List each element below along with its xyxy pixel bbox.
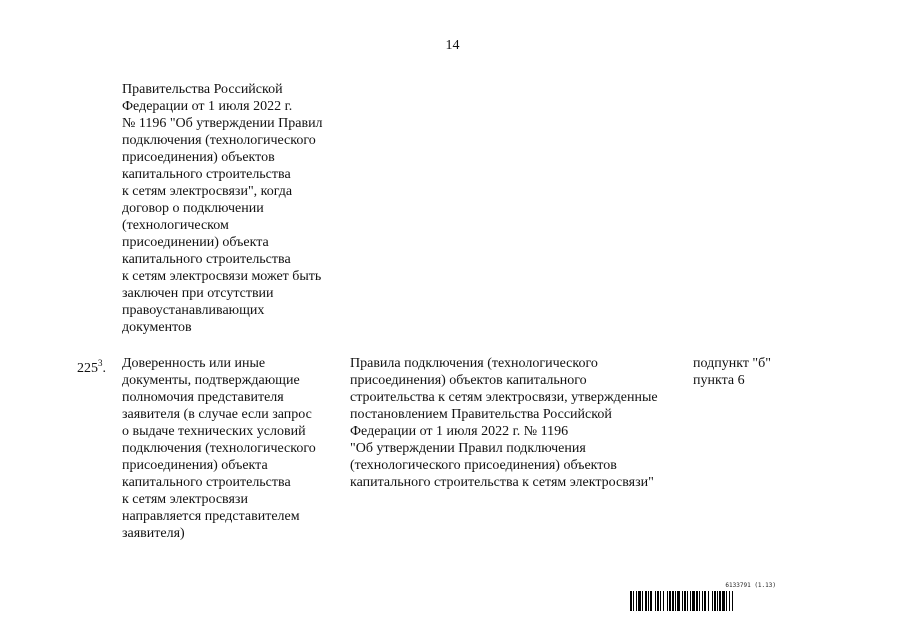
barcode-bar xyxy=(722,591,725,611)
barcode-bar xyxy=(663,591,664,611)
barcode-bar xyxy=(630,591,632,611)
barcode-bar xyxy=(729,591,730,611)
page-number: 14 xyxy=(445,38,460,53)
barcode-bar xyxy=(690,591,691,611)
barcode-bar xyxy=(702,591,703,611)
barcode-bar xyxy=(719,591,721,611)
row-number xyxy=(77,355,106,377)
barcode-bar xyxy=(650,591,652,611)
row-number-main: 225 xyxy=(77,361,98,376)
barcode-bar xyxy=(667,591,668,611)
barcode-bar xyxy=(672,591,674,611)
barcode-bar xyxy=(669,591,671,611)
barcode-caption: 6133791 (1.13) xyxy=(725,582,776,589)
barcode-bar xyxy=(642,591,643,611)
row-number-suffix: . xyxy=(102,361,106,376)
barcode-bar xyxy=(708,591,709,611)
barcode-bar xyxy=(726,591,727,611)
barcode-bar xyxy=(675,591,676,611)
barcode-bar xyxy=(712,591,713,611)
barcode-bar xyxy=(677,591,680,611)
barcode-bar xyxy=(687,591,688,611)
barcode-bar xyxy=(636,591,637,611)
barcode-bar xyxy=(645,591,647,611)
barcode-bar xyxy=(714,591,716,611)
barcode-bar xyxy=(638,591,641,611)
row-act-cell: Правила подключения (технологического присоединения) объектов капитального строительства к сетям электросвязи, утвержденные постановлением Правительства Российской Федерации от 1 июля 2022 г. № 1196 "Об утверждении Правил подключения (технологического присоединения) объектов капитального строительства к сетям электросвязи" xyxy=(350,356,658,490)
barcode-bar xyxy=(682,591,683,611)
row-number-superscript: 3 xyxy=(98,358,103,368)
barcode-bar xyxy=(648,591,649,611)
barcode-image xyxy=(630,591,780,611)
barcode-bar xyxy=(684,591,686,611)
barcode-bar xyxy=(633,591,634,611)
continuation-document-text: Правительства Российской Федерации от 1 июля 2022 г. № 1196 "Об утверждении Правил подключения (технологического присоединения) объектов капитального строительства к сетям электросвязи", когда договор о подключении (технологическом присоединении) объекта капитального строительства к сетям электросвязи может быть заключен при отсутствии правоустанавливающих документов xyxy=(122,82,323,335)
barcode-bar xyxy=(704,591,706,611)
barcode-bar xyxy=(732,591,733,611)
barcode-bar xyxy=(717,591,718,611)
row-clause-cell: подпункт "б" пункта 6 xyxy=(693,356,771,388)
barcode-bar xyxy=(699,591,700,611)
barcode-bar xyxy=(696,591,698,611)
barcode-bar xyxy=(655,591,656,611)
barcode-block xyxy=(630,582,780,612)
barcode-bar xyxy=(657,591,659,611)
row-document-cell: Доверенность или иные документы, подтверждающие полномочия представителя заявителя (в случае если запрос о выдаче технических условий подключения (технологического присоединения) объекта капитального строительства к сетям электросвязи направляется представителем заявителя) xyxy=(122,356,316,541)
barcode-bar xyxy=(660,591,661,611)
barcode-bar xyxy=(692,591,695,611)
